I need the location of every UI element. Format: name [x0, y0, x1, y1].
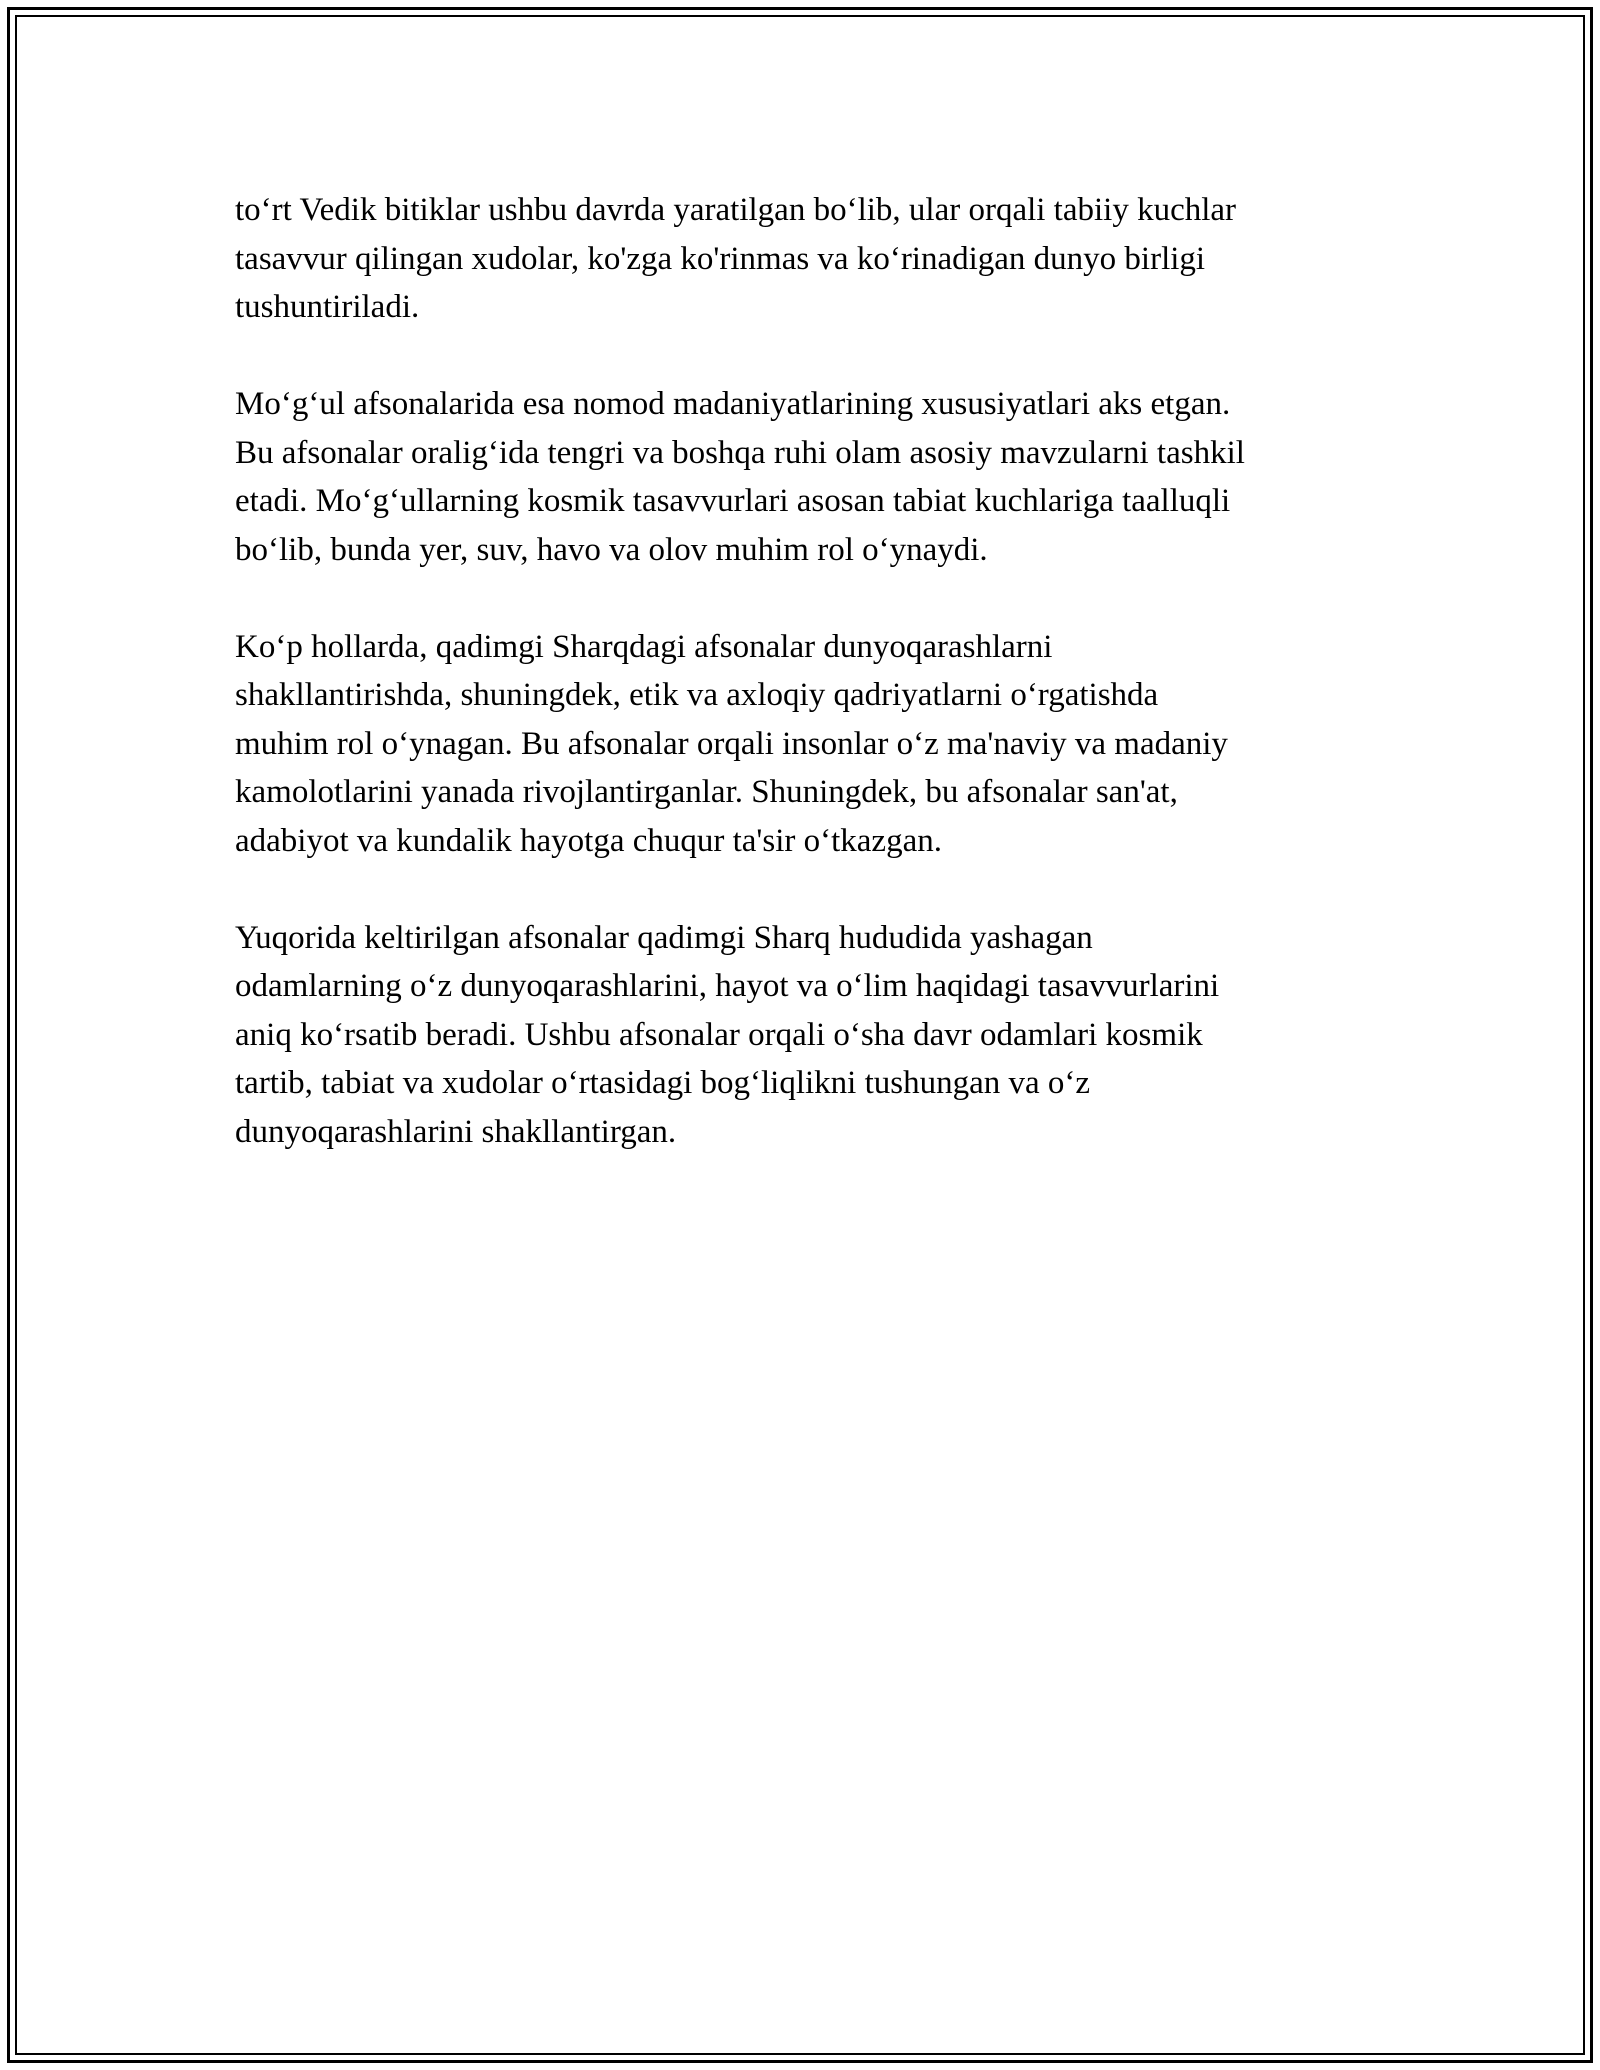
text-line: muhim rol o‘ynagan. Bu afsonalar orqali insonlar o‘z ma'naviy va madaniy: [235, 725, 1228, 762]
paragraph-conclusion: [235, 914, 1375, 1157]
text-line: to‘rt Vedik bitiklar ushbu davrda yaratilgan bo‘lib, ular orqali tabiiy kuchlar: [235, 192, 1237, 228]
text-line: Yuqorida keltirilgan afsonalar qadimgi Sharq hududida yashagan: [235, 919, 1093, 956]
text-line: bo‘lib, bunda yer, suv, havo va olov muhim rol o‘ynaydi.: [235, 531, 988, 568]
text-line: Ko‘p hollarda, qadimgi Sharqdagi afsonalar dunyoqarashlarni: [235, 628, 1053, 665]
paragraph-vedic: [235, 186, 1375, 332]
paragraph-mongol: [235, 380, 1375, 574]
text-line: aniq ko‘rsatib beradi. Ushbu afsonalar orqali o‘sha davr odamlari kosmik: [235, 1016, 1203, 1053]
text-line: Mo‘g‘ul afsonalarida esa nomod madaniyatlarining xususiyatlari aks etgan.: [235, 386, 1231, 422]
text-line: Bu afsonalar oralig‘ida tengri va boshqa ruhi olam asosiy mavzularni tashkil: [235, 434, 1245, 471]
text-line: tushuntiriladi.: [235, 289, 420, 325]
text-line: adabiyot va kundalik hayotga chuqur ta'sir o‘tkazgan.: [235, 822, 942, 859]
text-line: tartib, tabiat va xudolar o‘rtasidagi bog‘liqlikni tushungan va o‘z: [235, 1065, 1091, 1101]
document-body: [235, 186, 1375, 1205]
paragraph-worldview: [235, 623, 1375, 866]
text-line: tasavvur qilingan xudolar, ko'zga ko'rinmas va ko‘rinadigan dunyo birligi: [235, 240, 1206, 277]
text-line: odamlarning o‘z dunyoqarashlarini, hayot va o‘lim haqidagi tasavvurlarini: [235, 968, 1220, 1004]
text-line: etadi. Mo‘g‘ullarning kosmik tasavvurlari asosan tabiat kuchlariga taalluqli: [235, 483, 1231, 519]
text-line: kamolotlarini yanada rivojlantirganlar. Shuningdek, bu afsonalar san'at,: [235, 774, 1178, 810]
text-line: dunyoqarashlarini shakllantirgan.: [235, 1113, 677, 1150]
text-line: shakllantirishda, shuningdek, etik va axloqiy qadriyatlarni o‘rgatishda: [235, 677, 1159, 713]
